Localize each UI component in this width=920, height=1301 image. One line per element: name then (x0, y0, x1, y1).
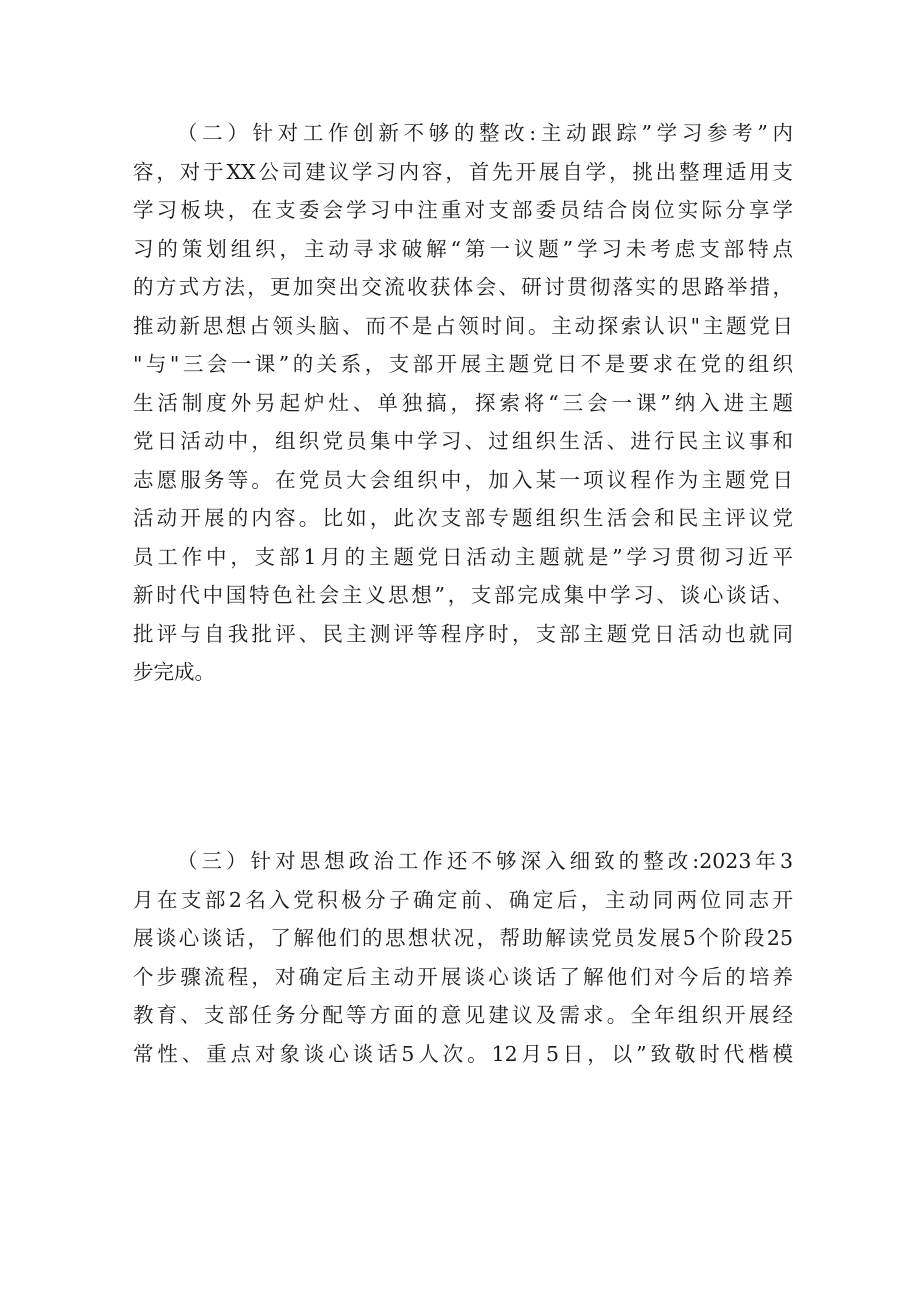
paragraph-line: 教育、支部任务分配等方面的意见建议及需求。全年组织开展经 (133, 1003, 793, 1027)
paragraph-line: 新时代中国特色社会主义思想”，支部完成集中学习、谈心谈话、 (133, 583, 793, 607)
paragraph-line: 批评与自我批评、民主测评等程序时，支部主题党日活动也就同 (133, 621, 793, 646)
paragraph-line: 员工作中，支部1月的主题党日活动主题就是”学习贯彻习近平 (133, 544, 793, 569)
paragraph-line: （二）针对工作创新不够的整改:主动跟踪”学习参考”内 (177, 121, 793, 145)
paragraph-line: 展谈心谈话，了解他们的思想状况，帮助解读党员发展5个阶段25 (133, 926, 793, 950)
paragraph-line: 推动新思想占领头脑、而不是占领时间。主动探索认识"主题党日 (133, 313, 793, 338)
paragraph-line: 的方式方法，更加突出交流收获体会、研讨贯彻落实的思路举措， (133, 275, 793, 299)
paragraph-line: 个步骤流程，对确定后主动开展谈心谈话了解他们对今后的培养 (133, 964, 793, 989)
paragraph-line: 月在支部2名入党积极分子确定前、确定后，主动同两位同志开 (133, 887, 793, 912)
paragraph-line: 志愿服务等。在党员大会组织中，加入某一项议程作为主题党日 (133, 467, 793, 492)
paragraph-line: 活动开展的内容。比如，此次支部专题组织生活会和民主评议党 (133, 506, 793, 530)
paragraph-line: 常性、重点对象谈心谈话5人次。12月5日，以”致敬时代楷模 (133, 1041, 793, 1066)
paragraph-line: 步完成。 (133, 660, 215, 684)
paragraph-line: （三）针对思想政治工作还不够深入细致的整改:2023年3 (177, 849, 793, 873)
paragraph-rectification-innovation (133, 114, 793, 692)
paragraph-line: 党日活动中，组织党员集中学习、过组织生活、进行民主议事和 (133, 429, 793, 453)
paragraph-rectification-ideology (133, 842, 793, 1073)
paragraph-line: 生活制度外另起炉灶、单独搞，探索将“三会一课”纳入进主题 (133, 390, 793, 415)
paragraph-line: 容，对于XX公司建议学习内容，首先开展自学，挑出整理适用支 (133, 159, 793, 184)
paragraph-line: "与"三会一课”的关系，支部开展主题党日不是要求在党的组织 (133, 352, 793, 376)
paragraph-line: 学习板块，在支委会学习中注重对支部委员结合岗位实际分享学 (133, 198, 793, 222)
paragraph-line: 习的策划组织，主动寻求破解“第一议题”学习未考虑支部特点 (133, 236, 793, 261)
